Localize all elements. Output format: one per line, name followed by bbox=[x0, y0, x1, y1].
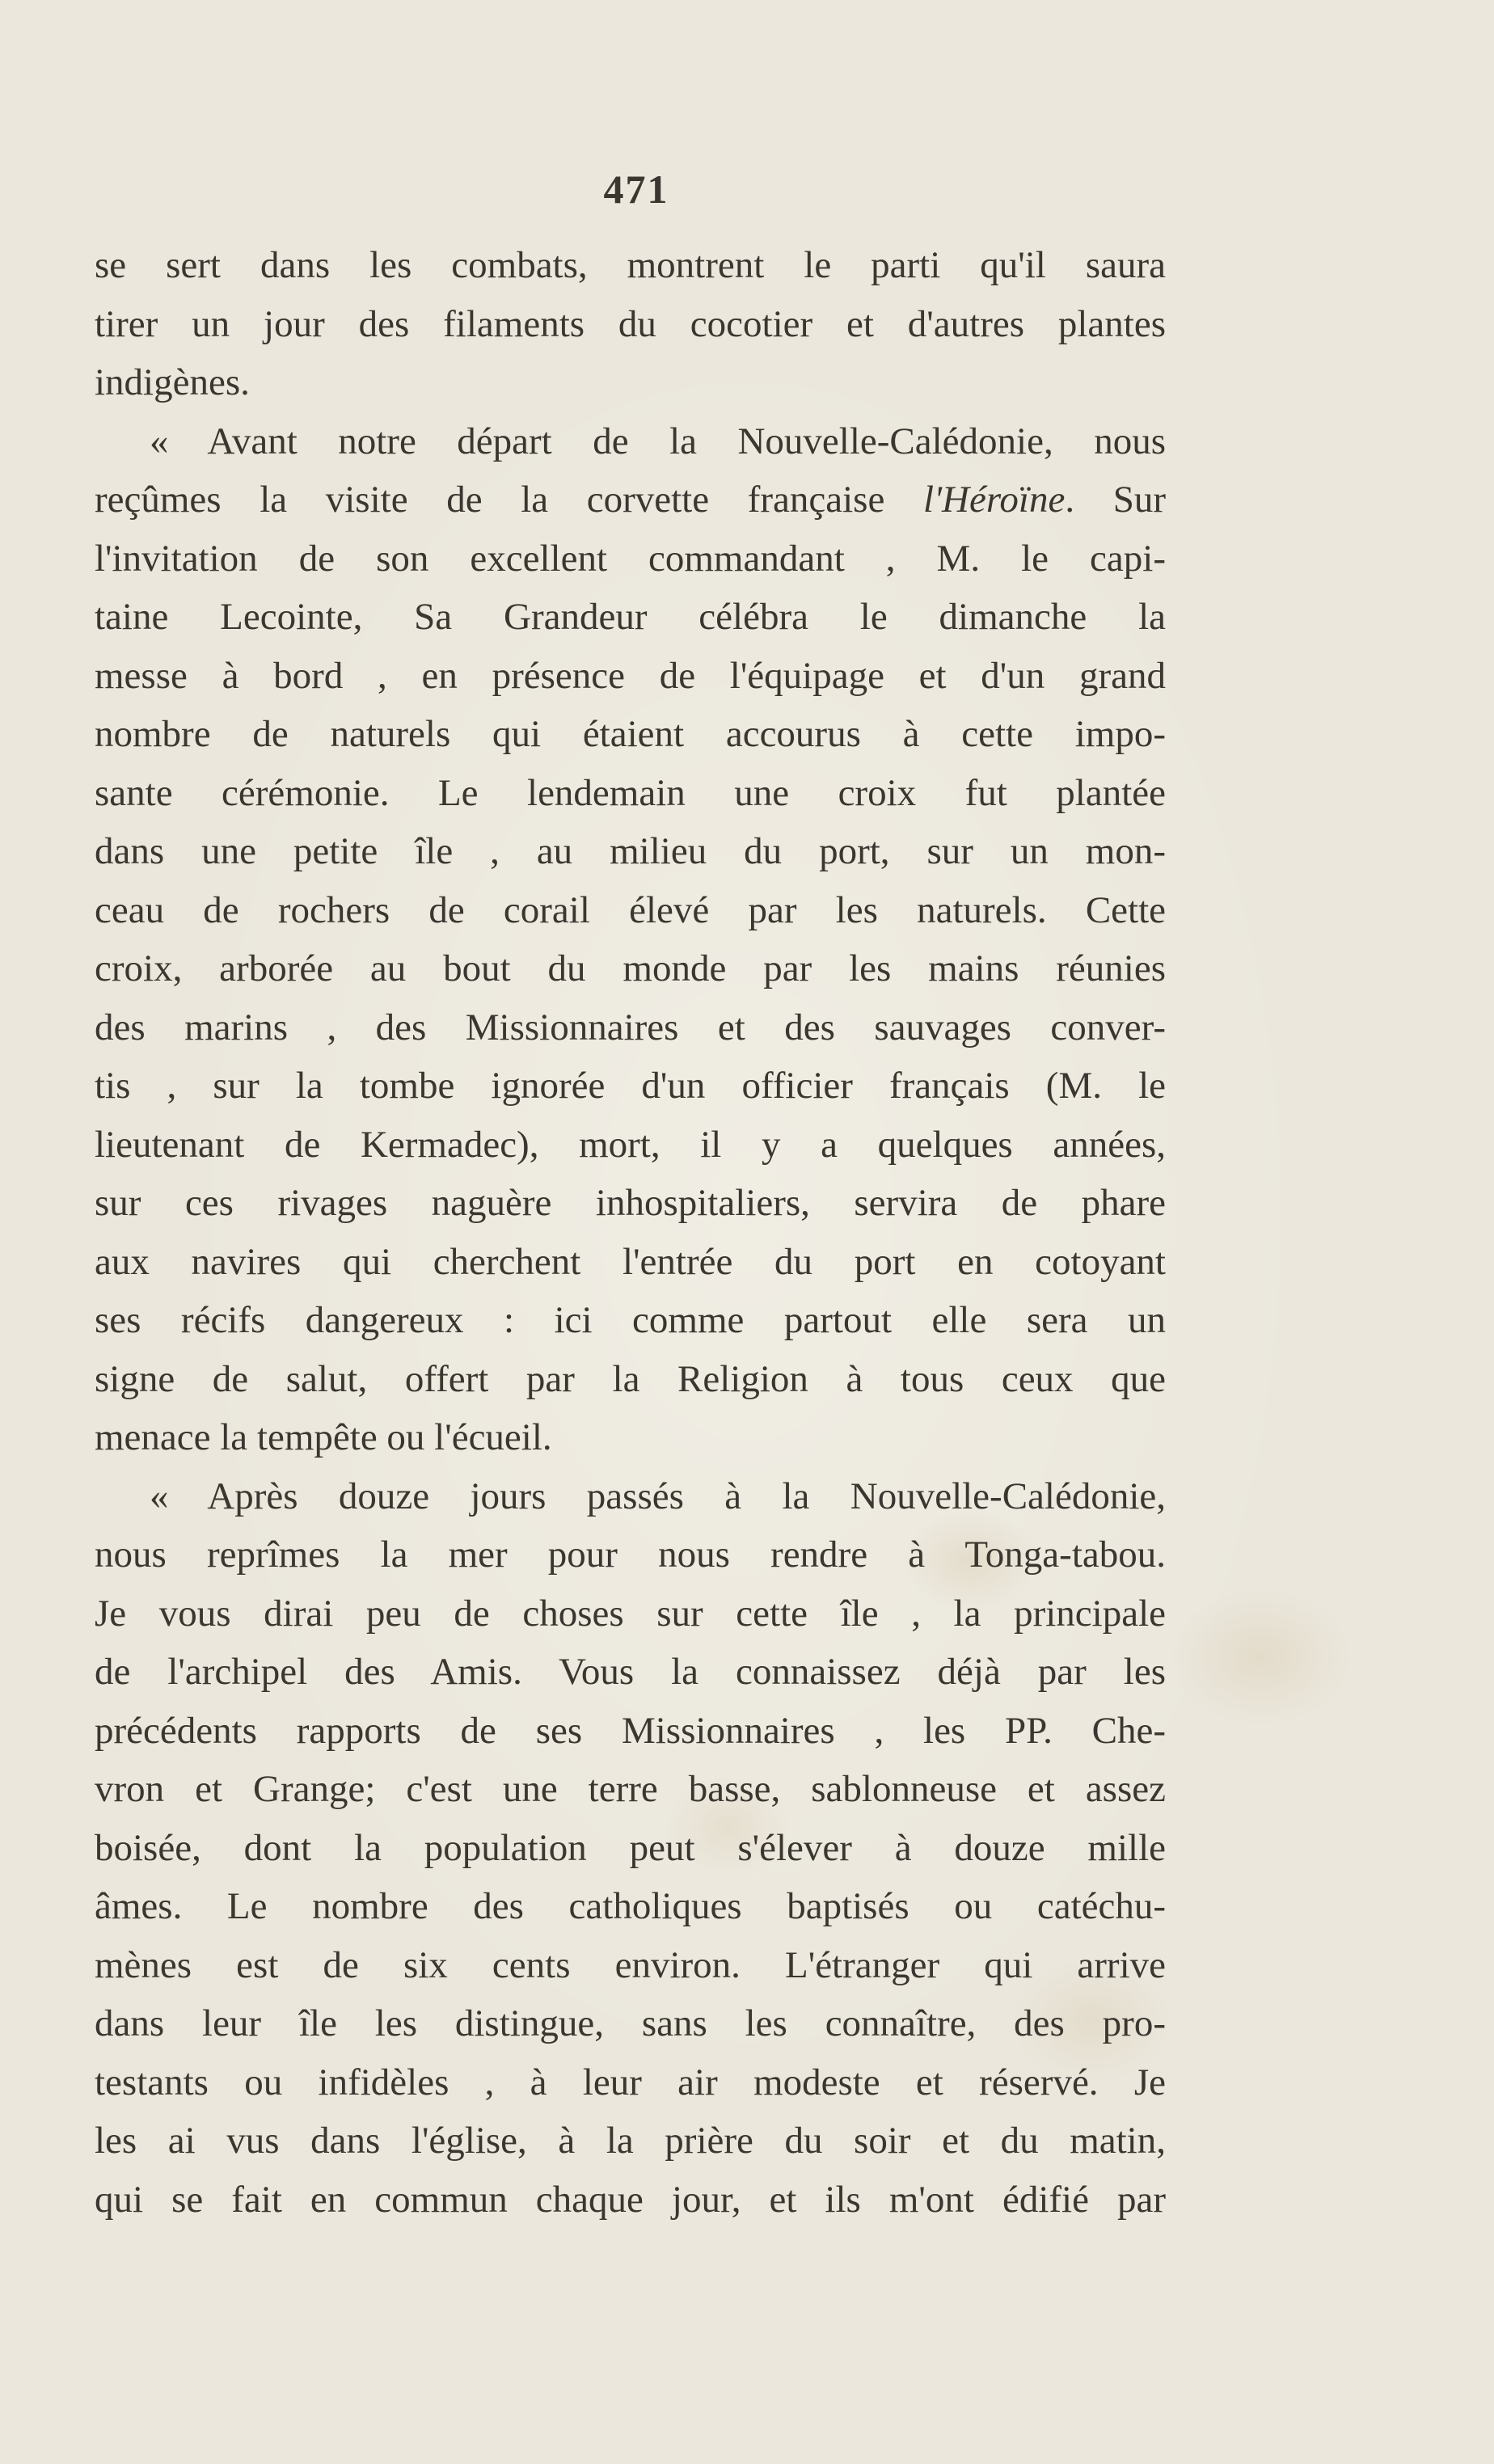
text-line: mènes est de six cents environ. L'étranger qui arrive bbox=[95, 1943, 1166, 1986]
text-line: tirer un jour des filaments du cocotier et d'autres plantes bbox=[95, 302, 1166, 345]
text-line: sur ces rivages naguère inhospitaliers, servira de phare bbox=[95, 1182, 1166, 1224]
text-line: « Avant notre départ de la Nouvelle-Calédonie, nous bbox=[150, 420, 1166, 462]
text-line: testants ou infidèles , à leur air modeste et réservé. Je bbox=[95, 2061, 1166, 2103]
text-line: se sert dans les combats, montrent le parti qu'il saura bbox=[95, 244, 1166, 286]
text-line: lieutenant de Kermadec), mort, il y a quelques années, bbox=[95, 1123, 1166, 1166]
text-line: l'invitation de son excellent commandant , M. le capi- bbox=[95, 537, 1166, 580]
text-line: ceau de rochers de corail élevé par les naturels. Cette bbox=[95, 888, 1166, 931]
text-line: signe de salut, offert par la Religion à tous ceux que bbox=[95, 1357, 1166, 1400]
paragraph bbox=[95, 236, 1166, 412]
text-line: les ai vus dans l'église, à la prière du soir et du matin, bbox=[95, 2120, 1166, 2162]
text-line: croix, arborée au bout du monde par les mains réunies bbox=[95, 947, 1166, 989]
body-text bbox=[95, 236, 1166, 2229]
text-line: dans leur île les distingue, sans les connaître, des pro- bbox=[95, 2002, 1166, 2044]
text-line: des marins , des Missionnaires et des sauvages conver- bbox=[95, 1006, 1166, 1048]
text-line: menace la tempête ou l'écueil. bbox=[95, 1416, 552, 1458]
text-line: tis , sur la tombe ignorée d'un officier français (M. le bbox=[95, 1065, 1166, 1107]
text-line: de l'archipel des Amis. Vous la connaissez déjà par les bbox=[95, 1651, 1166, 1693]
text-line: reçûmes la visite de la corvette française l'Héroïne. Sur bbox=[95, 479, 1166, 521]
paragraph bbox=[95, 1467, 1166, 2230]
paragraph bbox=[95, 412, 1166, 1467]
text-line: boisée, dont la population peut s'élever à douze mille bbox=[95, 1826, 1166, 1869]
text-line: qui se fait en commun chaque jour, et ils m'ont édifié par bbox=[95, 2178, 1166, 2221]
text-line: dans une petite île , au milieu du port, sur un mon- bbox=[95, 830, 1166, 872]
ship-name: l'Héroïne bbox=[922, 479, 1066, 521]
text-line: taine Lecointe, Sa Grandeur célébra le dimanche la bbox=[95, 596, 1166, 638]
text-line: aux navires qui cherchent l'entrée du port en cotoyant bbox=[95, 1240, 1166, 1283]
text-line: sante cérémonie. Le lendemain une croix fut plantée bbox=[95, 771, 1166, 814]
text-line: nombre de naturels qui étaient accourus à cette impo- bbox=[95, 713, 1166, 755]
text-line: Je vous dirai peu de choses sur cette île , la principale bbox=[95, 1592, 1166, 1635]
text-line: âmes. Le nombre des catholiques baptisés ou catéchu- bbox=[95, 1885, 1166, 1927]
text-line: indigènes. bbox=[95, 361, 250, 403]
text-line: précédents rapports de ses Missionnaires , les PP. Che- bbox=[95, 1709, 1166, 1752]
text-line: vron et Grange; c'est une terre basse, sablonneuse et assez bbox=[95, 1768, 1166, 1810]
text-line: « Après douze jours passés à la Nouvelle-Calédonie, bbox=[150, 1475, 1166, 1517]
text-line: nous reprîmes la mer pour nous rendre à Tonga-tabou. bbox=[95, 1534, 1166, 1576]
text-line: ses récifs dangereux : ici comme partout elle sera un bbox=[95, 1299, 1166, 1341]
page-number: 471 bbox=[603, 167, 669, 212]
text-line: messe à bord , en présence de l'équipage et d'un grand bbox=[95, 654, 1166, 697]
